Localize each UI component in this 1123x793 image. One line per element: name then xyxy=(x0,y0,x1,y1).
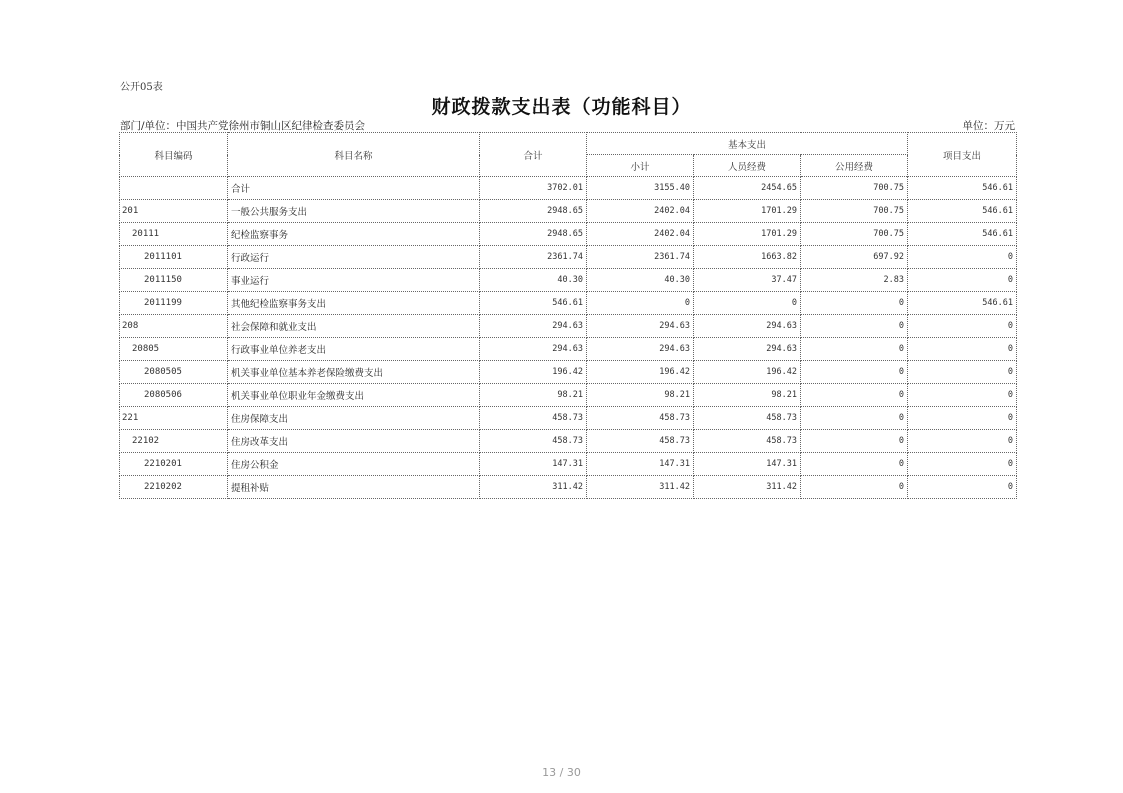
cell-project: 0 xyxy=(908,384,1017,407)
cell-subtotal: 98.21 xyxy=(587,384,694,407)
cell-personnel: 458.73 xyxy=(694,430,801,453)
cell-project: 0 xyxy=(908,430,1017,453)
cell-personnel: 98.21 xyxy=(694,384,801,407)
cell-public: 0 xyxy=(801,338,908,361)
cell-code: 2210202 xyxy=(120,476,228,499)
cell-project: 0 xyxy=(908,315,1017,338)
cell-public: 0 xyxy=(801,476,908,499)
unit-label: 单位：万元 xyxy=(962,120,1015,132)
table-row xyxy=(120,246,1017,269)
cell-project: 0 xyxy=(908,407,1017,430)
cell-project: 0 xyxy=(908,269,1017,292)
table-row xyxy=(120,292,1017,315)
form-number: 公开05表 xyxy=(120,82,163,93)
cell-total: 98.21 xyxy=(480,384,587,407)
table-row xyxy=(120,223,1017,246)
cell-name: 提租补贴 xyxy=(228,476,480,499)
cell-name: 合计 xyxy=(228,177,480,200)
cell-public: 0 xyxy=(801,361,908,384)
table-row xyxy=(120,361,1017,384)
cell-project: 546.61 xyxy=(908,177,1017,200)
cell-subtotal: 294.63 xyxy=(587,338,694,361)
cell-total: 458.73 xyxy=(480,430,587,453)
cell-total: 294.63 xyxy=(480,338,587,361)
cell-code: 201 xyxy=(120,200,228,223)
cell-code: 2011150 xyxy=(120,269,228,292)
cell-project: 546.61 xyxy=(908,200,1017,223)
table-row xyxy=(120,476,1017,499)
cell-name: 住房保障支出 xyxy=(228,407,480,430)
cell-project: 0 xyxy=(908,246,1017,269)
cell-public: 0 xyxy=(801,453,908,476)
cell-total: 311.42 xyxy=(480,476,587,499)
cell-total: 2948.65 xyxy=(480,200,587,223)
cell-name: 社会保障和就业支出 xyxy=(228,315,480,338)
cell-public: 697.92 xyxy=(801,246,908,269)
header-total: 合计 xyxy=(480,133,587,177)
cell-personnel: 311.42 xyxy=(694,476,801,499)
header-basic: 基本支出 xyxy=(587,133,908,155)
cell-subtotal: 458.73 xyxy=(587,407,694,430)
page-title: 财政拨款支出表（功能科目） xyxy=(431,96,692,118)
header-name: 科目名称 xyxy=(228,133,480,177)
cell-name: 住房公积金 xyxy=(228,453,480,476)
cell-total: 147.31 xyxy=(480,453,587,476)
department-label: 部门/单位：中国共产党徐州市铜山区纪律检查委员会 xyxy=(120,120,366,132)
cell-personnel: 2454.65 xyxy=(694,177,801,200)
cell-subtotal: 2402.04 xyxy=(587,223,694,246)
cell-name: 一般公共服务支出 xyxy=(228,200,480,223)
cell-total: 294.63 xyxy=(480,315,587,338)
cell-name: 行政事业单位养老支出 xyxy=(228,338,480,361)
page-number: 13 / 30 xyxy=(542,766,581,779)
cell-public: 700.75 xyxy=(801,200,908,223)
cell-personnel: 1663.82 xyxy=(694,246,801,269)
table-row xyxy=(120,200,1017,223)
cell-total: 3702.01 xyxy=(480,177,587,200)
cell-total: 2361.74 xyxy=(480,246,587,269)
cell-project: 546.61 xyxy=(908,292,1017,315)
cell-personnel: 294.63 xyxy=(694,315,801,338)
table-row xyxy=(120,269,1017,292)
table-header xyxy=(120,133,1017,177)
cell-subtotal: 40.30 xyxy=(587,269,694,292)
cell-personnel: 1701.29 xyxy=(694,223,801,246)
cell-public: 0 xyxy=(801,315,908,338)
table-row xyxy=(120,430,1017,453)
cell-subtotal: 2361.74 xyxy=(587,246,694,269)
header-personnel: 人员经费 xyxy=(694,155,801,177)
cell-public: 0 xyxy=(801,430,908,453)
cell-code: 20805 xyxy=(120,338,228,361)
cell-code: 2011101 xyxy=(120,246,228,269)
header-project: 项目支出 xyxy=(908,133,1017,177)
cell-code: 2080506 xyxy=(120,384,228,407)
cell-subtotal: 196.42 xyxy=(587,361,694,384)
cell-code: 2080505 xyxy=(120,361,228,384)
cell-personnel: 1701.29 xyxy=(694,200,801,223)
cell-code: 2210201 xyxy=(120,453,228,476)
cell-name: 行政运行 xyxy=(228,246,480,269)
cell-code: 2011199 xyxy=(120,292,228,315)
cell-total: 458.73 xyxy=(480,407,587,430)
expenditure-table xyxy=(119,132,1017,499)
cell-subtotal: 458.73 xyxy=(587,430,694,453)
cell-name: 机关事业单位基本养老保险缴费支出 xyxy=(228,361,480,384)
cell-project: 0 xyxy=(908,476,1017,499)
cell-code: 208 xyxy=(120,315,228,338)
table-row xyxy=(120,384,1017,407)
cell-personnel: 294.63 xyxy=(694,338,801,361)
cell-personnel: 458.73 xyxy=(694,407,801,430)
cell-public: 700.75 xyxy=(801,223,908,246)
header-subtotal: 小计 xyxy=(587,155,694,177)
cell-subtotal: 294.63 xyxy=(587,315,694,338)
cell-subtotal: 3155.40 xyxy=(587,177,694,200)
cell-public: 0 xyxy=(801,384,908,407)
cell-code: 22102 xyxy=(120,430,228,453)
cell-name: 事业运行 xyxy=(228,269,480,292)
cell-name: 住房改革支出 xyxy=(228,430,480,453)
cell-public: 0 xyxy=(801,407,908,430)
cell-total: 546.61 xyxy=(480,292,587,315)
cell-project: 546.61 xyxy=(908,223,1017,246)
table-row xyxy=(120,315,1017,338)
table-body xyxy=(120,177,1017,499)
cell-name: 纪检监察事务 xyxy=(228,223,480,246)
cell-personnel: 0 xyxy=(694,292,801,315)
table-row xyxy=(120,453,1017,476)
header-code: 科目编码 xyxy=(120,133,228,177)
cell-name: 其他纪检监察事务支出 xyxy=(228,292,480,315)
cell-personnel: 147.31 xyxy=(694,453,801,476)
header-public: 公用经费 xyxy=(801,155,908,177)
cell-subtotal: 2402.04 xyxy=(587,200,694,223)
table-row xyxy=(120,338,1017,361)
cell-personnel: 196.42 xyxy=(694,361,801,384)
cell-project: 0 xyxy=(908,453,1017,476)
table-row xyxy=(120,177,1017,200)
cell-total: 2948.65 xyxy=(480,223,587,246)
cell-project: 0 xyxy=(908,338,1017,361)
cell-total: 196.42 xyxy=(480,361,587,384)
cell-project: 0 xyxy=(908,361,1017,384)
cell-code xyxy=(120,177,228,200)
cell-public: 2.83 xyxy=(801,269,908,292)
cell-personnel: 37.47 xyxy=(694,269,801,292)
cell-public: 0 xyxy=(801,292,908,315)
cell-subtotal: 311.42 xyxy=(587,476,694,499)
cell-public: 700.75 xyxy=(801,177,908,200)
cell-code: 221 xyxy=(120,407,228,430)
table-row xyxy=(120,407,1017,430)
cell-name: 机关事业单位职业年金缴费支出 xyxy=(228,384,480,407)
cell-subtotal: 147.31 xyxy=(587,453,694,476)
cell-total: 40.30 xyxy=(480,269,587,292)
cell-subtotal: 0 xyxy=(587,292,694,315)
cell-code: 20111 xyxy=(120,223,228,246)
